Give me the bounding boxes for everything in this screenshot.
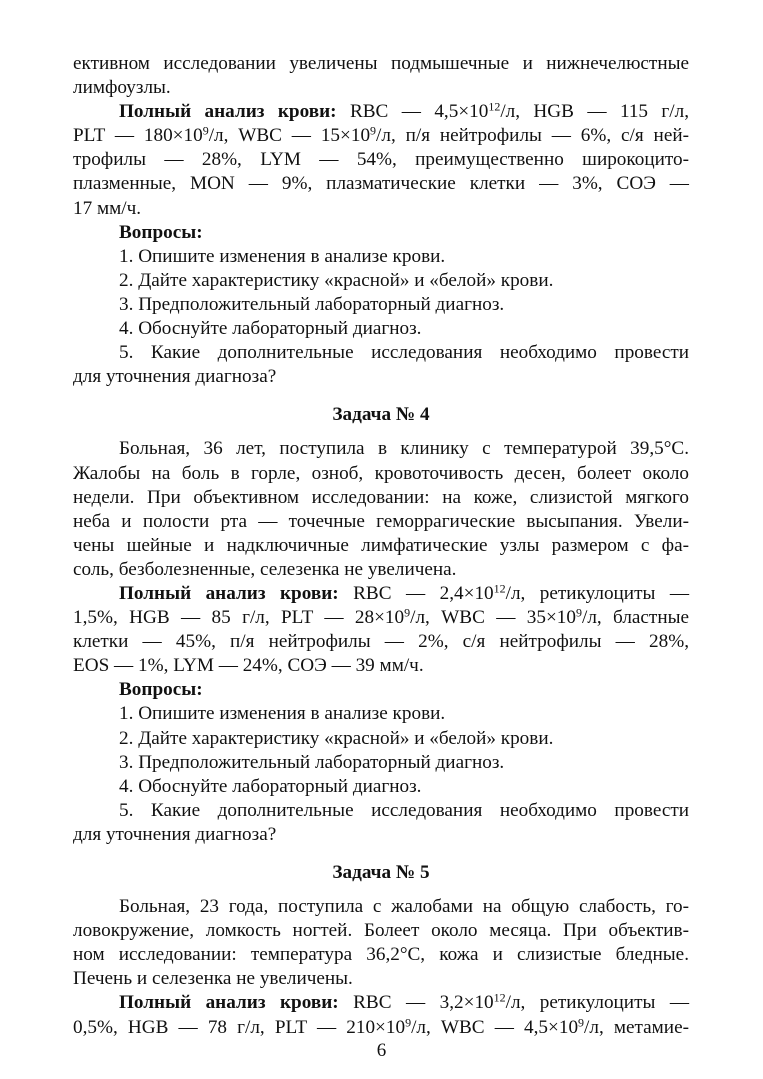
page-content xyxy=(73,52,689,1040)
question-item: 4. Обоснуйте лабораторный диагноз. xyxy=(119,318,422,340)
question-item: 3. Предположительный лабораторный диагноз. xyxy=(119,751,505,773)
questions-title: Вопросы: xyxy=(119,221,203,243)
task3-blood-line: 17 мм/ч. xyxy=(73,197,142,219)
task3-blood-line: PLT — $180\times 10^9/л$, WBC — $15\times 10^9/л$, п/я нейтрофилы — 6%, с/я ней- xyxy=(73,123,689,147)
question-item: 3. Предположительный лабораторный диагноз. xyxy=(119,293,505,315)
blood-analysis-label: Полный анализ крови: xyxy=(119,992,339,1014)
task3-blood-line: Полный анализ крови: RBC — $4,5\times 10^{12}/л$, HGB — 115 г/л, xyxy=(119,99,689,123)
question-item: 1. Опишите изменения в анализе крови. xyxy=(119,245,446,267)
case-line: Жалобы на боль в горле, озноб, кровоточивость десен, болеет около xyxy=(73,462,689,484)
page-number: 6 xyxy=(376,1040,387,1061)
task-heading: Задача № 5 xyxy=(332,862,430,883)
question-item: 5. Какие дополнительные исследования необходимо провести xyxy=(119,342,689,364)
question-item: 4. Обоснуйте лабораторный диагноз. xyxy=(119,775,422,797)
intro-line: лимфоузлы. xyxy=(73,77,171,99)
task4-blood-line: клетки — 45%, п/я нейтрофилы — 2%, с/я нейтрофилы — 28%, xyxy=(73,631,689,653)
task5-blood-line: Полный анализ крови: RBC — $3,2\times 10^{12}/л$, ретикулоциты — xyxy=(119,990,690,1014)
intro-line: ективном исследовании увеличены подмышечные и нижнечелюстные xyxy=(73,53,689,74)
question-item: 2. Дайте характеристику «красной» и «белой» крови. xyxy=(119,269,554,291)
case-line: недели. При объективном исследовании: на коже, слизистой мягкого xyxy=(73,486,689,508)
case-line: Больная, 23 года, поступила с жалобами на общую слабость, го- xyxy=(119,896,689,918)
task3-blood-line: трофилы — 28%, LYM — 54%, преимущественно широкоцито- xyxy=(73,149,689,171)
question-item: 2. Дайте характеристику «красной» и «белой» крови. xyxy=(119,727,554,749)
question-item: 1. Опишите изменения в анализе крови. xyxy=(119,703,446,725)
blood-analysis-label: Полный анализ крови: xyxy=(119,101,337,123)
case-line: Печень и селезенка не увеличены. xyxy=(73,968,353,990)
task4-blood-line: 1,5%, HGB — 85 г/л, PLT — $28\times 10^9/л$, WBC — $35\times 10^9/л$, бластные xyxy=(73,605,689,629)
case-line: неба и полости рта — точечные геморрагические высыпания. Увели- xyxy=(73,510,689,532)
case-line: чены шейные и надключичные лимфатические узлы размером с фа- xyxy=(73,534,689,556)
task-heading: Задача № 4 xyxy=(332,404,430,426)
task3-blood-line: плазменные, MON — 9%, плазматические клетки — 3%, СОЭ — xyxy=(73,173,689,195)
case-line: Больная, 36 лет, поступила в клинику с температурой 39,5°С. xyxy=(119,438,689,460)
question-item: 5. Какие дополнительные исследования необходимо провести xyxy=(119,799,689,821)
case-line: ловокружение, ломкость ногтей. Болеет около месяца. При объектив- xyxy=(73,920,689,942)
blood-analysis-label: Полный анализ крови: xyxy=(119,582,339,604)
question-item: для уточнения диагноза? xyxy=(73,366,277,388)
task5-blood-line: 0,5%, HGB — 78 г/л, PLT — $210\times 10^9/л$, WBC — $4,5\times 10^9/л$, метамие- xyxy=(73,1014,689,1038)
task4-blood-line: EOS — 1%, LYM — 24%, СОЭ — 39 мм/ч. xyxy=(73,655,424,677)
questions-title: Вопросы: xyxy=(119,679,203,701)
question-item: для уточнения диагноза? xyxy=(73,823,277,845)
case-line: соль, безболезненные, селезенка не увеличена. xyxy=(73,558,457,580)
task4-blood-line: Полный анализ крови: RBC — $2,4\times 10^{12}/л$, ретикулоциты — xyxy=(119,581,690,604)
case-line: ном исследовании: температура 36,2°С, кожа и слизистые бледные. xyxy=(73,944,689,966)
